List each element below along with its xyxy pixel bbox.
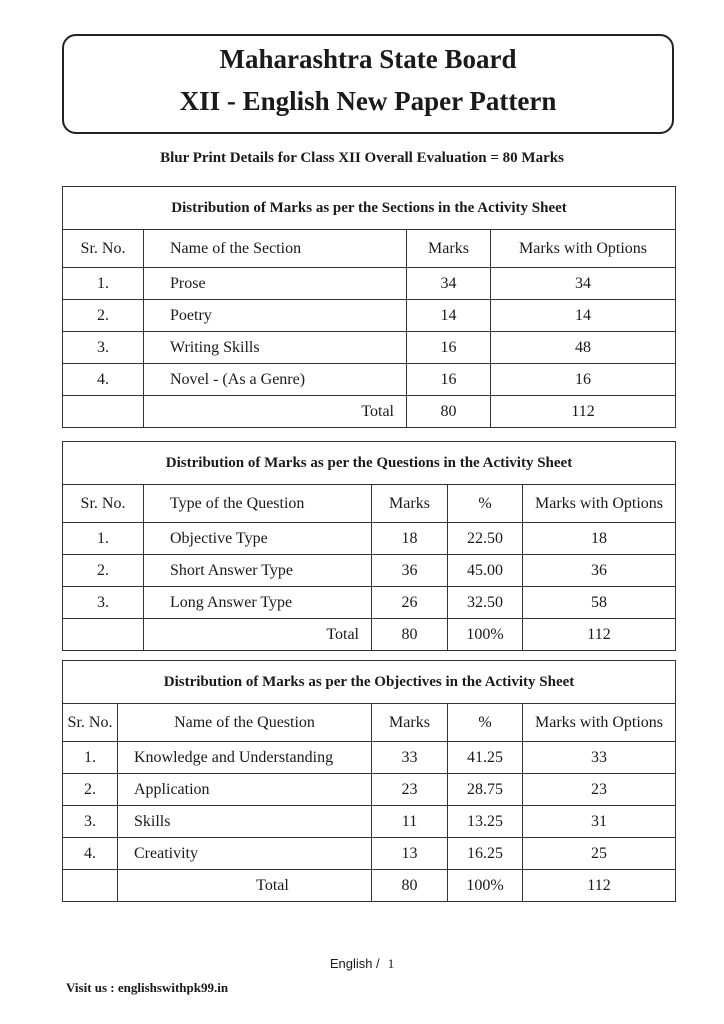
empty-cell — [63, 396, 144, 428]
table-cell: Short Answer Type — [144, 555, 372, 587]
table-cell: 16.25 — [448, 838, 523, 870]
table-cell: 3. — [63, 332, 144, 364]
table-cell: 32.50 — [448, 587, 523, 619]
column-header: Name of the Section — [144, 230, 407, 268]
table-cell: 18 — [523, 523, 676, 555]
table-cell: Skills — [118, 806, 372, 838]
table-row — [63, 300, 676, 332]
questions-table — [62, 441, 676, 651]
table-cell: 16 — [491, 364, 676, 396]
page-number: 1 — [387, 956, 395, 971]
table-cell: 2. — [63, 300, 144, 332]
table-cell: Application — [118, 774, 372, 806]
column-header: Marks — [372, 704, 448, 742]
table-cell: 4. — [63, 838, 118, 870]
column-header: % — [448, 704, 523, 742]
table-row — [63, 742, 676, 774]
table-cell: 41.25 — [448, 742, 523, 774]
table-cell: 14 — [491, 300, 676, 332]
total-label: Total — [144, 619, 372, 651]
column-header: % — [448, 485, 523, 523]
table-cell: 31 — [523, 806, 676, 838]
total-row — [63, 870, 676, 902]
table-cell: 2. — [63, 774, 118, 806]
column-header: Marks — [372, 485, 448, 523]
table-cell: 34 — [407, 268, 491, 300]
table-cell: Creativity — [118, 838, 372, 870]
table-cell: Poetry — [144, 300, 407, 332]
table-row — [63, 587, 676, 619]
table-cell: 25 — [523, 838, 676, 870]
table-cell: 13 — [372, 838, 448, 870]
table-cell: 3. — [63, 806, 118, 838]
table-cell: 1. — [63, 268, 144, 300]
table-cell: 36 — [372, 555, 448, 587]
total-options: 112 — [491, 396, 676, 428]
table-row — [63, 332, 676, 364]
page-label: English / — [329, 956, 380, 971]
empty-cell — [63, 619, 144, 651]
table-row — [63, 838, 676, 870]
table-cell: 36 — [523, 555, 676, 587]
table-cell: 2. — [63, 555, 144, 587]
table-cell: 26 — [372, 587, 448, 619]
column-header: Sr. No. — [63, 485, 144, 523]
column-header: Name of the Question — [118, 704, 372, 742]
table-caption: Distribution of Marks as per the Questions in the Activity Sheet — [63, 442, 676, 485]
title-box — [62, 34, 674, 134]
table-cell: Long Answer Type — [144, 587, 372, 619]
table-cell: Objective Type — [144, 523, 372, 555]
total-label: Total — [118, 870, 372, 902]
column-header: Sr. No. — [63, 230, 144, 268]
total-percent: 100% — [448, 619, 523, 651]
table-cell: 1. — [63, 523, 144, 555]
table-row — [63, 523, 676, 555]
total-marks: 80 — [372, 870, 448, 902]
total-label: Total — [144, 396, 407, 428]
total-marks: 80 — [372, 619, 448, 651]
table-cell: 16 — [407, 364, 491, 396]
total-row — [63, 396, 676, 428]
table-cell: 28.75 — [448, 774, 523, 806]
table-cell: 45.00 — [448, 555, 523, 587]
table-cell: 58 — [523, 587, 676, 619]
objectives-table — [62, 660, 676, 902]
empty-cell — [63, 870, 118, 902]
table-cell: 1. — [63, 742, 118, 774]
table-cell: 48 — [491, 332, 676, 364]
column-header: Marks with Options — [523, 485, 676, 523]
website-link[interactable]: Visit us : englishswithpk99.in — [66, 980, 229, 995]
table-row — [63, 806, 676, 838]
total-marks: 80 — [407, 396, 491, 428]
table-row — [63, 555, 676, 587]
total-percent: 100% — [448, 870, 523, 902]
table-cell: 11 — [372, 806, 448, 838]
table-cell: Knowledge and Understanding — [118, 742, 372, 774]
column-header: Marks with Options — [523, 704, 676, 742]
table-cell: Novel - (As a Genre) — [144, 364, 407, 396]
table-row — [63, 774, 676, 806]
column-header: Marks — [407, 230, 491, 268]
table-cell: 4. — [63, 364, 144, 396]
subtitle: Blur Print Details for Class XII Overall Evaluation = 80 Marks — [160, 150, 564, 166]
column-header: Marks with Options — [491, 230, 676, 268]
table-cell: 33 — [523, 742, 676, 774]
page-footer — [0, 956, 724, 972]
table-cell: 23 — [523, 774, 676, 806]
table-cell: 13.25 — [448, 806, 523, 838]
table-cell: 34 — [491, 268, 676, 300]
table-cell: Writing Skills — [144, 332, 407, 364]
board-title: Maharashtra State Board — [219, 44, 517, 74]
table-cell: 33 — [372, 742, 448, 774]
total-options: 112 — [523, 870, 676, 902]
sections-table — [62, 186, 676, 428]
table-cell: 23 — [372, 774, 448, 806]
table-row — [63, 268, 676, 300]
table-cell: 18 — [372, 523, 448, 555]
total-options: 112 — [523, 619, 676, 651]
table-caption: Distribution of Marks as per the Sections in the Activity Sheet — [63, 187, 676, 230]
table-cell: Prose — [144, 268, 407, 300]
column-header: Type of the Question — [144, 485, 372, 523]
table-cell: 14 — [407, 300, 491, 332]
table-cell: 16 — [407, 332, 491, 364]
column-header: Sr. No. — [63, 704, 118, 742]
paper-pattern-title: XII - English New Paper Pattern — [179, 86, 557, 116]
total-row — [63, 619, 676, 651]
table-cell: 22.50 — [448, 523, 523, 555]
table-row — [63, 364, 676, 396]
table-cell: 3. — [63, 587, 144, 619]
table-caption: Distribution of Marks as per the Objectives in the Activity Sheet — [63, 661, 676, 704]
